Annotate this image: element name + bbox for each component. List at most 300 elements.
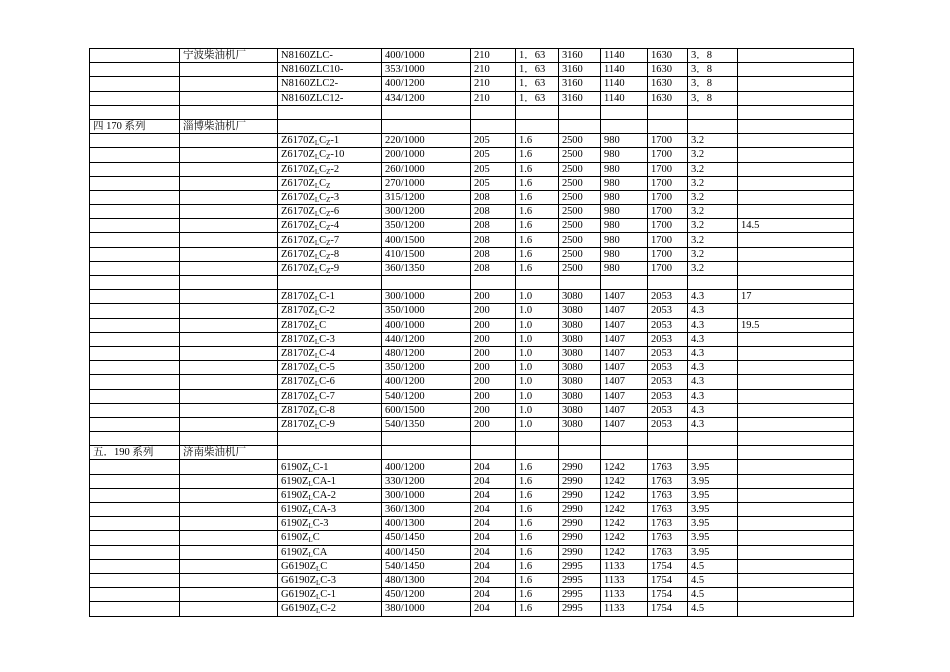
- table-row: [90, 559, 854, 573]
- weight-cell: [688, 105, 738, 119]
- remark-cell: [738, 517, 854, 531]
- manufacturer-cell: [180, 91, 278, 105]
- power-speed-cell: 434/1200: [382, 91, 471, 105]
- engine-spec-table: [89, 48, 854, 617]
- value-a-cell: 1.6: [516, 531, 559, 545]
- series-cell: [90, 318, 180, 332]
- model-cell: $G6190Z_LC-1$: [278, 588, 382, 602]
- table-row: [90, 190, 854, 204]
- model-cell: $Z6170Z_LC_Z-7$: [278, 233, 382, 247]
- remark-cell: [738, 119, 854, 133]
- remark-cell: [738, 304, 854, 318]
- value-a-cell: 1.6: [516, 261, 559, 275]
- remark-cell: [738, 105, 854, 119]
- manufacturer-cell: [180, 346, 278, 360]
- remark-cell: [738, 460, 854, 474]
- manufacturer-cell: [180, 134, 278, 148]
- model-cell: $Z6170Z_LC_Z-9$: [278, 261, 382, 275]
- power-speed-cell: 380/1000: [382, 602, 471, 616]
- fuel-consumption-cell: 200: [471, 290, 516, 304]
- power-speed-cell: 300/1200: [382, 205, 471, 219]
- series-cell: [90, 403, 180, 417]
- remark-cell: [738, 559, 854, 573]
- value-a-cell: 1.0: [516, 304, 559, 318]
- width-cell: 1407: [601, 304, 648, 318]
- manufacturer-cell: 淄博柴油机厂: [180, 119, 278, 133]
- power-speed-cell: 350/1000: [382, 304, 471, 318]
- remark-cell: [738, 190, 854, 204]
- width-cell: 1133: [601, 588, 648, 602]
- table-row: [90, 205, 854, 219]
- series-cell: [90, 389, 180, 403]
- width-cell: [601, 446, 648, 460]
- table-row: [90, 375, 854, 389]
- model-cell: $Z6170Z_LC_Z-8$: [278, 247, 382, 261]
- value-a-cell: 1.6: [516, 190, 559, 204]
- length-cell: 2990: [559, 531, 601, 545]
- table-row: [90, 233, 854, 247]
- length-cell: 3080: [559, 389, 601, 403]
- height-cell: [648, 119, 688, 133]
- fuel-consumption-cell: 204: [471, 545, 516, 559]
- length-cell: 2500: [559, 205, 601, 219]
- fuel-consumption-cell: 204: [471, 517, 516, 531]
- table-row: [90, 417, 854, 431]
- fuel-consumption-cell: 204: [471, 460, 516, 474]
- height-cell: 2053: [648, 290, 688, 304]
- length-cell: 2500: [559, 233, 601, 247]
- width-cell: 980: [601, 148, 648, 162]
- series-cell: [90, 517, 180, 531]
- width-cell: 980: [601, 190, 648, 204]
- value-a-cell: 1．63: [516, 63, 559, 77]
- series-cell: [90, 290, 180, 304]
- value-a-cell: 1.6: [516, 503, 559, 517]
- manufacturer-cell: [180, 276, 278, 290]
- width-cell: 980: [601, 162, 648, 176]
- fuel-consumption-cell: 205: [471, 134, 516, 148]
- model-cell: $G6190Z_LC-3$: [278, 573, 382, 587]
- fuel-consumption-cell: 200: [471, 318, 516, 332]
- series-cell: [90, 219, 180, 233]
- weight-cell: 4.3: [688, 290, 738, 304]
- weight-cell: 3.2: [688, 247, 738, 261]
- table-row: [90, 134, 854, 148]
- weight-cell: 3.2: [688, 148, 738, 162]
- value-a-cell: 1.6: [516, 176, 559, 190]
- power-speed-cell: 400/1200: [382, 460, 471, 474]
- weight-cell: 3.2: [688, 205, 738, 219]
- height-cell: 1700: [648, 162, 688, 176]
- value-a-cell: 1.6: [516, 545, 559, 559]
- value-a-cell: 1.0: [516, 417, 559, 431]
- series-cell: [90, 205, 180, 219]
- value-a-cell: 1.6: [516, 559, 559, 573]
- height-cell: 1700: [648, 205, 688, 219]
- power-speed-cell: 400/1200: [382, 375, 471, 389]
- manufacturer-cell: [180, 233, 278, 247]
- fuel-consumption-cell: 204: [471, 474, 516, 488]
- width-cell: 1407: [601, 375, 648, 389]
- power-speed-cell: 400/1200: [382, 77, 471, 91]
- power-speed-cell: 200/1000: [382, 148, 471, 162]
- value-a-cell: [516, 276, 559, 290]
- table-row: [90, 588, 854, 602]
- width-cell: 1242: [601, 517, 648, 531]
- remark-cell: [738, 503, 854, 517]
- remark-cell: [738, 588, 854, 602]
- model-cell: $Z6170Z_LC_Z-2$: [278, 162, 382, 176]
- power-speed-cell: [382, 119, 471, 133]
- power-speed-cell: 330/1200: [382, 474, 471, 488]
- width-cell: 1242: [601, 488, 648, 502]
- height-cell: 1754: [648, 573, 688, 587]
- length-cell: 2500: [559, 219, 601, 233]
- model-cell: $Z8170Z_LC-8$: [278, 403, 382, 417]
- weight-cell: 4.3: [688, 403, 738, 417]
- length-cell: 3160: [559, 49, 601, 63]
- model-cell: $Z8170Z_LC-3$: [278, 332, 382, 346]
- series-cell: [90, 545, 180, 559]
- manufacturer-cell: [180, 318, 278, 332]
- length-cell: [559, 105, 601, 119]
- height-cell: 2053: [648, 403, 688, 417]
- model-cell: $G6190Z_LC$: [278, 559, 382, 573]
- remark-cell: [738, 531, 854, 545]
- width-cell: 1407: [601, 318, 648, 332]
- height-cell: 1763: [648, 474, 688, 488]
- value-a-cell: 1.6: [516, 474, 559, 488]
- fuel-consumption-cell: 204: [471, 503, 516, 517]
- power-speed-cell: 400/1450: [382, 545, 471, 559]
- value-a-cell: 1．63: [516, 77, 559, 91]
- length-cell: 2500: [559, 190, 601, 204]
- power-speed-cell: 410/1500: [382, 247, 471, 261]
- manufacturer-cell: [180, 361, 278, 375]
- table-row: [90, 488, 854, 502]
- height-cell: 2053: [648, 389, 688, 403]
- remark-cell: [738, 162, 854, 176]
- height-cell: [648, 276, 688, 290]
- series-cell: [90, 77, 180, 91]
- width-cell: 980: [601, 247, 648, 261]
- length-cell: 2995: [559, 559, 601, 573]
- weight-cell: 3.95: [688, 503, 738, 517]
- fuel-consumption-cell: 204: [471, 559, 516, 573]
- power-speed-cell: 540/1350: [382, 417, 471, 431]
- length-cell: 2500: [559, 261, 601, 275]
- table-row: [90, 261, 854, 275]
- value-a-cell: 1.0: [516, 346, 559, 360]
- model-cell: $Z6170Z_LC_Z$: [278, 176, 382, 190]
- length-cell: 2500: [559, 162, 601, 176]
- weight-cell: 4.5: [688, 588, 738, 602]
- length-cell: 2500: [559, 247, 601, 261]
- width-cell: 1242: [601, 460, 648, 474]
- table-row: [90, 105, 854, 119]
- remark-cell: [738, 403, 854, 417]
- power-speed-cell: 600/1500: [382, 403, 471, 417]
- value-a-cell: 1.6: [516, 247, 559, 261]
- manufacturer-cell: [180, 602, 278, 616]
- fuel-consumption-cell: 208: [471, 261, 516, 275]
- weight-cell: 3．8: [688, 49, 738, 63]
- length-cell: 3080: [559, 403, 601, 417]
- series-cell: [90, 588, 180, 602]
- height-cell: 1700: [648, 134, 688, 148]
- manufacturer-cell: [180, 432, 278, 446]
- width-cell: 1407: [601, 346, 648, 360]
- model-cell: $Z6170Z_LC_Z-1$: [278, 134, 382, 148]
- model-cell: $Z8170Z_LC-9$: [278, 417, 382, 431]
- length-cell: [559, 446, 601, 460]
- width-cell: 980: [601, 205, 648, 219]
- weight-cell: 3.95: [688, 488, 738, 502]
- model-cell: $Z8170Z_LC-1$: [278, 290, 382, 304]
- height-cell: 1630: [648, 49, 688, 63]
- remark-cell: [738, 417, 854, 431]
- manufacturer-cell: [180, 375, 278, 389]
- length-cell: 2500: [559, 176, 601, 190]
- value-a-cell: 1.0: [516, 375, 559, 389]
- remark-cell: [738, 176, 854, 190]
- fuel-consumption-cell: 208: [471, 219, 516, 233]
- manufacturer-cell: [180, 389, 278, 403]
- series-cell: [90, 247, 180, 261]
- value-a-cell: 1.6: [516, 460, 559, 474]
- power-speed-cell: 350/1200: [382, 219, 471, 233]
- width-cell: 1140: [601, 77, 648, 91]
- height-cell: 2053: [648, 318, 688, 332]
- width-cell: 1407: [601, 361, 648, 375]
- table-row: [90, 602, 854, 616]
- table-row: [90, 389, 854, 403]
- weight-cell: [688, 276, 738, 290]
- weight-cell: 3.95: [688, 517, 738, 531]
- fuel-consumption-cell: 208: [471, 190, 516, 204]
- series-cell: [90, 91, 180, 105]
- power-speed-cell: 440/1200: [382, 332, 471, 346]
- power-speed-cell: 400/1000: [382, 49, 471, 63]
- series-cell: [90, 559, 180, 573]
- height-cell: 1700: [648, 148, 688, 162]
- width-cell: 1140: [601, 63, 648, 77]
- value-a-cell: 1.0: [516, 403, 559, 417]
- height-cell: [648, 446, 688, 460]
- table-row: [90, 460, 854, 474]
- fuel-consumption-cell: 204: [471, 531, 516, 545]
- height-cell: 1763: [648, 517, 688, 531]
- length-cell: 2990: [559, 488, 601, 502]
- table-row: [90, 531, 854, 545]
- model-cell: $Z6170Z_LC_Z-3$: [278, 190, 382, 204]
- manufacturer-cell: [180, 205, 278, 219]
- remark-cell: [738, 361, 854, 375]
- manufacturer-cell: [180, 77, 278, 91]
- model-cell: $Z8170Z_LC-6$: [278, 375, 382, 389]
- length-cell: 3080: [559, 346, 601, 360]
- model-cell: N8160ZLC2-: [278, 77, 382, 91]
- length-cell: 2995: [559, 602, 601, 616]
- remark-cell: [738, 346, 854, 360]
- table-row: [90, 77, 854, 91]
- remark-cell: [738, 134, 854, 148]
- series-cell: [90, 134, 180, 148]
- height-cell: 2053: [648, 346, 688, 360]
- remark-cell: [738, 545, 854, 559]
- series-cell: [90, 488, 180, 502]
- series-cell: [90, 176, 180, 190]
- manufacturer-cell: [180, 290, 278, 304]
- remark-cell: [738, 148, 854, 162]
- value-a-cell: 1.6: [516, 573, 559, 587]
- remark-cell: 14.5: [738, 219, 854, 233]
- power-speed-cell: 450/1450: [382, 531, 471, 545]
- series-cell: [90, 375, 180, 389]
- weight-cell: 3．8: [688, 77, 738, 91]
- remark-cell: [738, 573, 854, 587]
- manufacturer-cell: [180, 531, 278, 545]
- weight-cell: 4.3: [688, 346, 738, 360]
- power-speed-cell: 360/1350: [382, 261, 471, 275]
- model-cell: $Z6170Z_LC_Z-4$: [278, 219, 382, 233]
- fuel-consumption-cell: 200: [471, 361, 516, 375]
- series-cell: 五．190 系列: [90, 446, 180, 460]
- weight-cell: [688, 446, 738, 460]
- manufacturer-cell: [180, 474, 278, 488]
- manufacturer-cell: [180, 247, 278, 261]
- height-cell: 2053: [648, 417, 688, 431]
- fuel-consumption-cell: [471, 446, 516, 460]
- weight-cell: 3.95: [688, 474, 738, 488]
- power-speed-cell: [382, 432, 471, 446]
- model-cell: $6190Z_LCA$: [278, 545, 382, 559]
- weight-cell: 3.95: [688, 545, 738, 559]
- weight-cell: 4.3: [688, 389, 738, 403]
- width-cell: [601, 119, 648, 133]
- value-a-cell: [516, 432, 559, 446]
- power-speed-cell: 540/1450: [382, 559, 471, 573]
- table-row: [90, 446, 854, 460]
- manufacturer-cell: [180, 517, 278, 531]
- height-cell: [648, 105, 688, 119]
- table-row: [90, 517, 854, 531]
- power-speed-cell: 350/1200: [382, 361, 471, 375]
- table-row: [90, 290, 854, 304]
- remark-cell: [738, 205, 854, 219]
- series-cell: [90, 190, 180, 204]
- series-cell: [90, 531, 180, 545]
- height-cell: 1700: [648, 233, 688, 247]
- manufacturer-cell: [180, 105, 278, 119]
- fuel-consumption-cell: 205: [471, 176, 516, 190]
- weight-cell: 4.5: [688, 602, 738, 616]
- weight-cell: 3.2: [688, 162, 738, 176]
- power-speed-cell: [382, 105, 471, 119]
- manufacturer-cell: [180, 162, 278, 176]
- power-speed-cell: 300/1000: [382, 488, 471, 502]
- remark-cell: [738, 602, 854, 616]
- weight-cell: 3.2: [688, 134, 738, 148]
- power-speed-cell: 360/1300: [382, 503, 471, 517]
- fuel-consumption-cell: [471, 119, 516, 133]
- width-cell: 1407: [601, 290, 648, 304]
- weight-cell: 3.95: [688, 531, 738, 545]
- table-row: [90, 176, 854, 190]
- width-cell: 980: [601, 134, 648, 148]
- length-cell: 3080: [559, 304, 601, 318]
- value-a-cell: 1.6: [516, 233, 559, 247]
- length-cell: 2990: [559, 460, 601, 474]
- power-speed-cell: 315/1200: [382, 190, 471, 204]
- width-cell: 1133: [601, 573, 648, 587]
- manufacturer-cell: [180, 417, 278, 431]
- width-cell: [601, 432, 648, 446]
- series-cell: [90, 276, 180, 290]
- table-row: [90, 318, 854, 332]
- value-a-cell: 1.0: [516, 318, 559, 332]
- power-speed-cell: [382, 276, 471, 290]
- height-cell: 2053: [648, 361, 688, 375]
- weight-cell: 4.3: [688, 304, 738, 318]
- model-cell: $Z6170Z_LC_Z-6$: [278, 205, 382, 219]
- series-cell: [90, 162, 180, 176]
- remark-cell: [738, 247, 854, 261]
- value-a-cell: 1.0: [516, 332, 559, 346]
- value-a-cell: 1.6: [516, 588, 559, 602]
- model-cell: [278, 432, 382, 446]
- fuel-consumption-cell: 204: [471, 573, 516, 587]
- remark-cell: 17: [738, 290, 854, 304]
- width-cell: 1407: [601, 389, 648, 403]
- height-cell: 1630: [648, 91, 688, 105]
- model-cell: $Z8170Z_LC-2$: [278, 304, 382, 318]
- power-speed-cell: 400/1000: [382, 318, 471, 332]
- table-body: [90, 49, 854, 617]
- length-cell: 3080: [559, 290, 601, 304]
- height-cell: 1754: [648, 588, 688, 602]
- length-cell: 3080: [559, 375, 601, 389]
- table-row: [90, 63, 854, 77]
- length-cell: 2500: [559, 148, 601, 162]
- weight-cell: [688, 119, 738, 133]
- fuel-consumption-cell: 200: [471, 346, 516, 360]
- height-cell: 1700: [648, 176, 688, 190]
- series-cell: [90, 304, 180, 318]
- height-cell: [648, 432, 688, 446]
- model-cell: N8160ZLC12-: [278, 91, 382, 105]
- width-cell: 980: [601, 261, 648, 275]
- fuel-consumption-cell: 210: [471, 77, 516, 91]
- width-cell: [601, 276, 648, 290]
- fuel-consumption-cell: 210: [471, 49, 516, 63]
- power-speed-cell: 480/1200: [382, 346, 471, 360]
- series-cell: [90, 148, 180, 162]
- fuel-consumption-cell: [471, 276, 516, 290]
- table-row: [90, 474, 854, 488]
- manufacturer-cell: [180, 460, 278, 474]
- manufacturer-cell: [180, 304, 278, 318]
- fuel-consumption-cell: 200: [471, 375, 516, 389]
- remark-cell: [738, 474, 854, 488]
- remark-cell: [738, 276, 854, 290]
- height-cell: 1630: [648, 63, 688, 77]
- weight-cell: 4.3: [688, 318, 738, 332]
- series-cell: [90, 417, 180, 431]
- weight-cell: 3．8: [688, 91, 738, 105]
- fuel-consumption-cell: 204: [471, 588, 516, 602]
- power-speed-cell: 400/1300: [382, 517, 471, 531]
